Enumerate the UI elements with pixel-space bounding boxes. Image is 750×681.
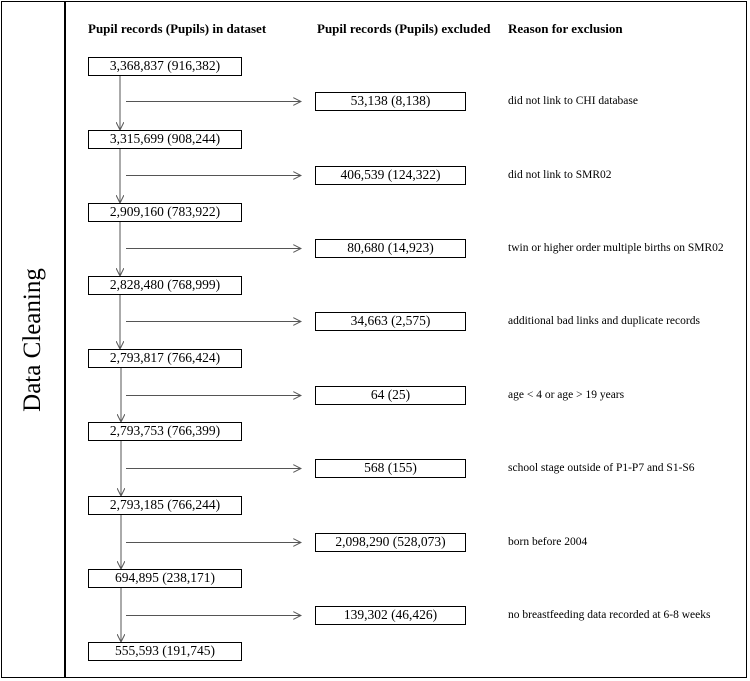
header-reason: Reason for exclusion bbox=[508, 21, 623, 36]
excluded-count-box: 2,098,290 (528,073) bbox=[315, 533, 466, 552]
excluded-count-box: 568 (155) bbox=[315, 459, 466, 478]
exclusion-reason: born before 2004 bbox=[508, 536, 588, 548]
exclusion-reason: twin or higher order multiple births on SMR02 bbox=[508, 242, 724, 254]
side-label: Data Cleaning bbox=[19, 268, 46, 412]
dataset-count-box: 2,793,817 (766,424) bbox=[88, 349, 242, 368]
exclusion-reason: no breastfeeding data recorded at 6-8 weeks bbox=[508, 609, 711, 621]
excluded-count-box: 34,663 (2,575) bbox=[315, 312, 466, 331]
dataset-count-box: 694,895 (238,171) bbox=[88, 569, 242, 588]
header-excluded: Pupil records (Pupils) excluded bbox=[317, 21, 491, 36]
dataset-count-box: 3,315,699 (908,244) bbox=[88, 130, 242, 149]
header-dataset: Pupil records (Pupils) in dataset bbox=[88, 21, 267, 36]
excluded-count-box: 139,302 (46,426) bbox=[315, 606, 466, 625]
exclusion-reason: age < 4 or age > 19 years bbox=[508, 389, 625, 401]
exclusion-reason: school stage outside of P1-P7 and S1-S6 bbox=[508, 462, 695, 474]
exclusion-reason: did not link to SMR02 bbox=[508, 169, 612, 181]
exclusion-reason: additional bad links and duplicate records bbox=[508, 315, 700, 327]
dataset-count-box: 2,909,160 (783,922) bbox=[88, 203, 242, 222]
excluded-count-box: 53,138 (8,138) bbox=[315, 92, 466, 111]
dataset-count-box: 555,593 (191,745) bbox=[88, 642, 242, 661]
exclusion-reason: did not link to CHI database bbox=[508, 95, 638, 107]
dataset-count-box: 2,793,753 (766,399) bbox=[88, 422, 242, 441]
dataset-count-box: 2,828,480 (768,999) bbox=[88, 276, 242, 295]
dataset-count-box: 2,793,185 (766,244) bbox=[88, 496, 242, 515]
excluded-count-box: 64 (25) bbox=[315, 386, 466, 405]
excluded-count-box: 80,680 (14,923) bbox=[315, 239, 466, 258]
excluded-count-box: 406,539 (124,322) bbox=[315, 166, 466, 185]
dataset-count-box: 3,368,837 (916,382) bbox=[88, 57, 242, 76]
